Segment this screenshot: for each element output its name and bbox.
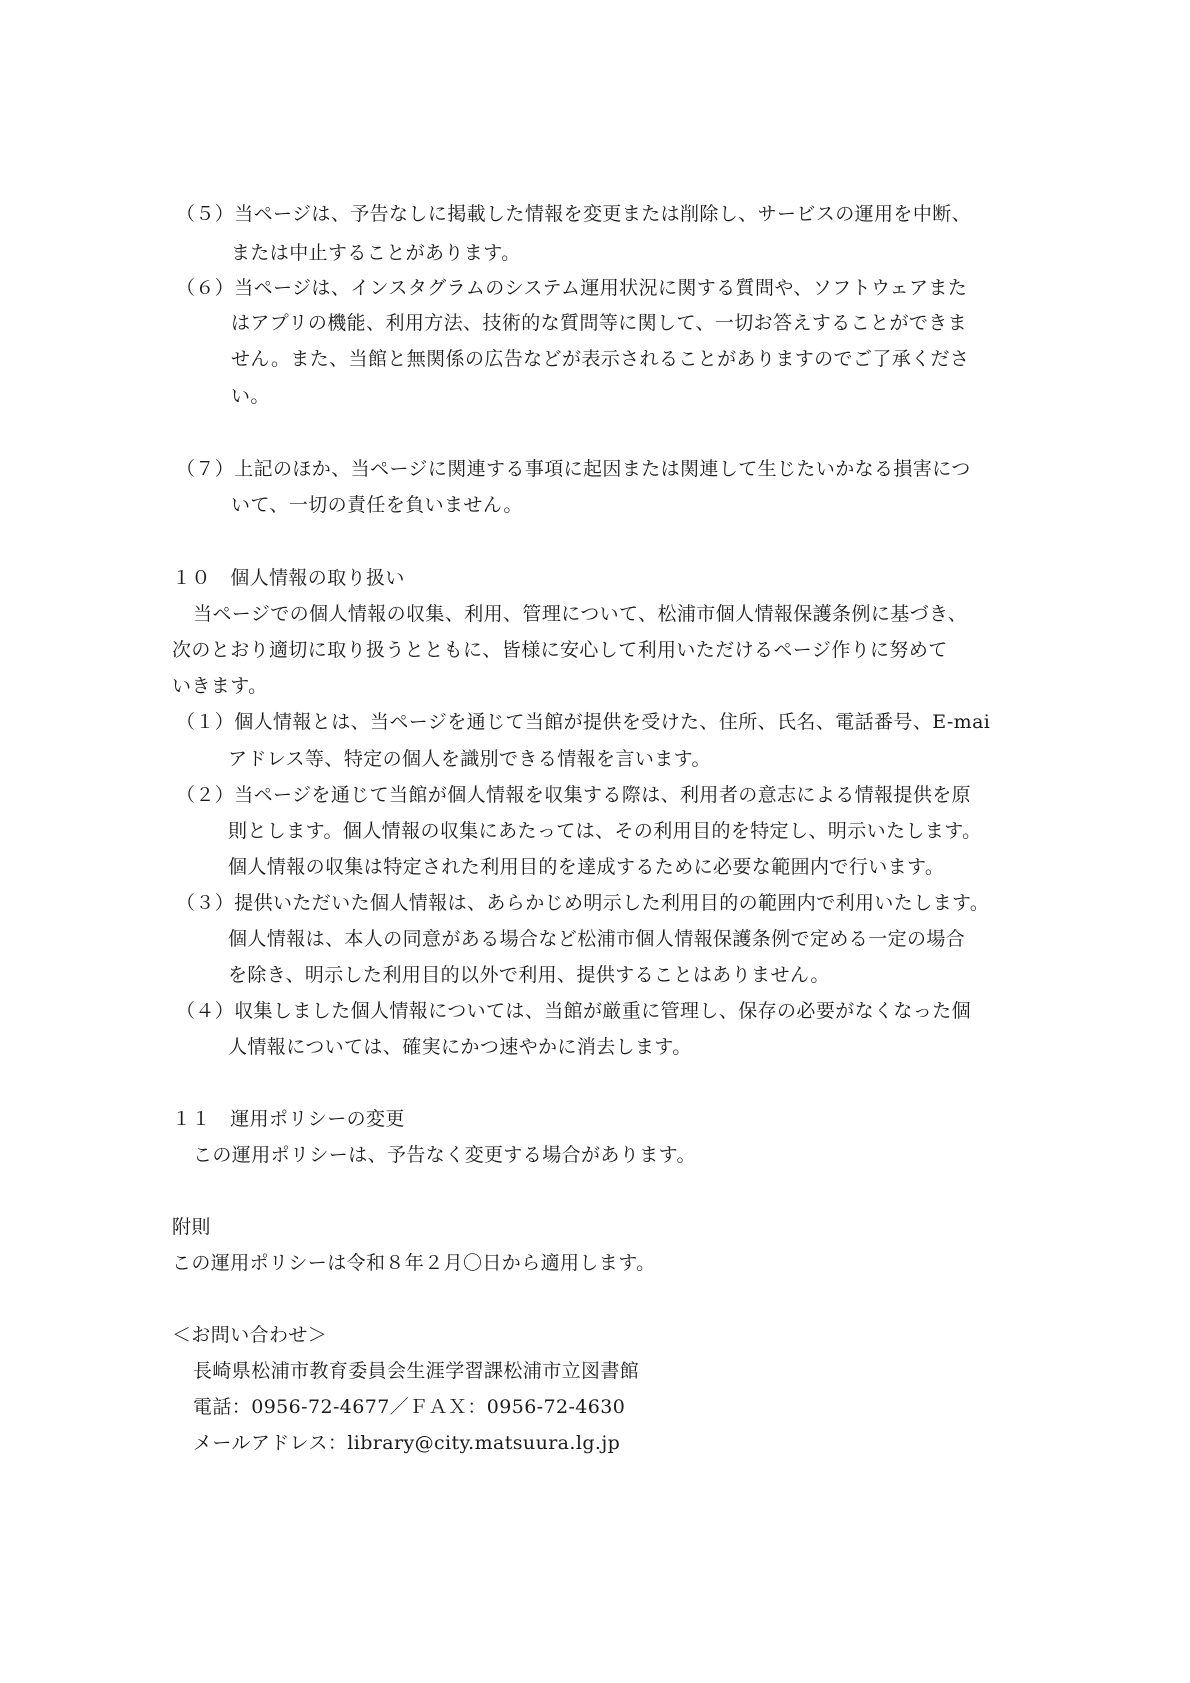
section-10-item-3-line-3: を除き、明示した利用目的以外で利用、提供することはありません。 bbox=[228, 964, 830, 986]
section-10-item-4-line-1: （４）収集しました個人情報については、当館が厳重に管理し、保存の必要がなくなった個 bbox=[176, 1000, 972, 1022]
contact-organization: 長崎県松浦市教育委員会生涯学習課松浦市立図書館 bbox=[193, 1360, 640, 1382]
item-6-line-1: （６）当ページは、インスタグラムのシステム運用状況に関する質問や、ソフトウェアまた bbox=[176, 277, 968, 299]
section-10-intro-3: いきます。 bbox=[172, 675, 268, 697]
section-10-item-4-line-2: 人情報については、確実にかつ速やかに消去します。 bbox=[228, 1036, 692, 1058]
section-10-intro-2: 次のとおり適切に取り扱うとともに、皆様に安心して利用いただけるページ作りに努めて bbox=[172, 639, 948, 661]
item-5-line-2: または中止することがあります。 bbox=[231, 242, 521, 264]
item-5-line-1: （５）当ページは、予告なしに掲載した情報を変更または削除し、サービスの運用を中断、 bbox=[176, 203, 972, 225]
section-11-heading: １１ 運用ポリシーの変更 bbox=[172, 1108, 405, 1130]
contact-heading: ＜お問い合わせ＞ bbox=[172, 1324, 328, 1346]
section-10-item-1-line-2: アドレス等、特定の個人を識別できる情報を言います。 bbox=[228, 748, 711, 770]
item-7-line-2: いて、一切の責任を負いません。 bbox=[231, 494, 523, 516]
item-7-line-1: （７）上記のほか、当ページに関連する事項に起因または関連して生じたいかなる損害につ bbox=[176, 458, 971, 480]
item-6-line-2: はアプリの機能、利用方法、技術的な質問等に関して、一切お答えすることができま bbox=[231, 312, 968, 334]
section-10-heading: １０ 個人情報の取り扱い bbox=[172, 567, 405, 589]
item-6-line-3: せん。また、当館と無関係の広告などが表示されることがありますのでご了承くださ bbox=[231, 348, 970, 370]
supplementary-heading: 附則 bbox=[172, 1216, 211, 1238]
section-10-item-2-line-2: 則とします。個人情報の収集にあたっては、その利用目的を特定し、明示いたします。 bbox=[228, 820, 982, 842]
section-10-intro-1: 当ページでの個人情報の収集、利用、管理について、松浦市個人情報保護条例に基づき、 bbox=[193, 603, 968, 625]
section-10-item-1-line-1: （１）個人情報とは、当ページを通じて当館が提供を受けた、住所、氏名、電話番号、E-mai bbox=[176, 711, 991, 733]
supplementary-body: この運用ポリシーは令和８年２月〇日から適用します。 bbox=[172, 1252, 656, 1274]
section-10-item-3-line-2: 個人情報は、本人の同意がある場合など松浦市個人情報保護条例で定める一定の場合 bbox=[228, 928, 966, 950]
section-11-body: この運用ポリシーは、予告なく変更する場合があります。 bbox=[193, 1144, 696, 1166]
contact-phone-fax: 電話：0956-72-4677／ＦＡＸ：0956-72-4630 bbox=[193, 1396, 626, 1418]
section-10-item-2-line-1: （２）当ページを通じて当館が個人情報を収集する際は、利用者の意志による情報提供を原 bbox=[176, 784, 972, 806]
contact-email: メールアドレス：library@city.matsuura.lg.jp bbox=[193, 1432, 621, 1454]
section-10-item-3-line-1: （３）提供いただいた個人情報は、あらかじめ明示した利用目的の範囲内で利用いたします。 bbox=[176, 892, 990, 914]
section-10-item-2-line-3: 個人情報の収集は特定された利用目的を達成するために必要な範囲内で行います。 bbox=[228, 856, 945, 878]
item-6-line-4: い。 bbox=[231, 385, 270, 407]
